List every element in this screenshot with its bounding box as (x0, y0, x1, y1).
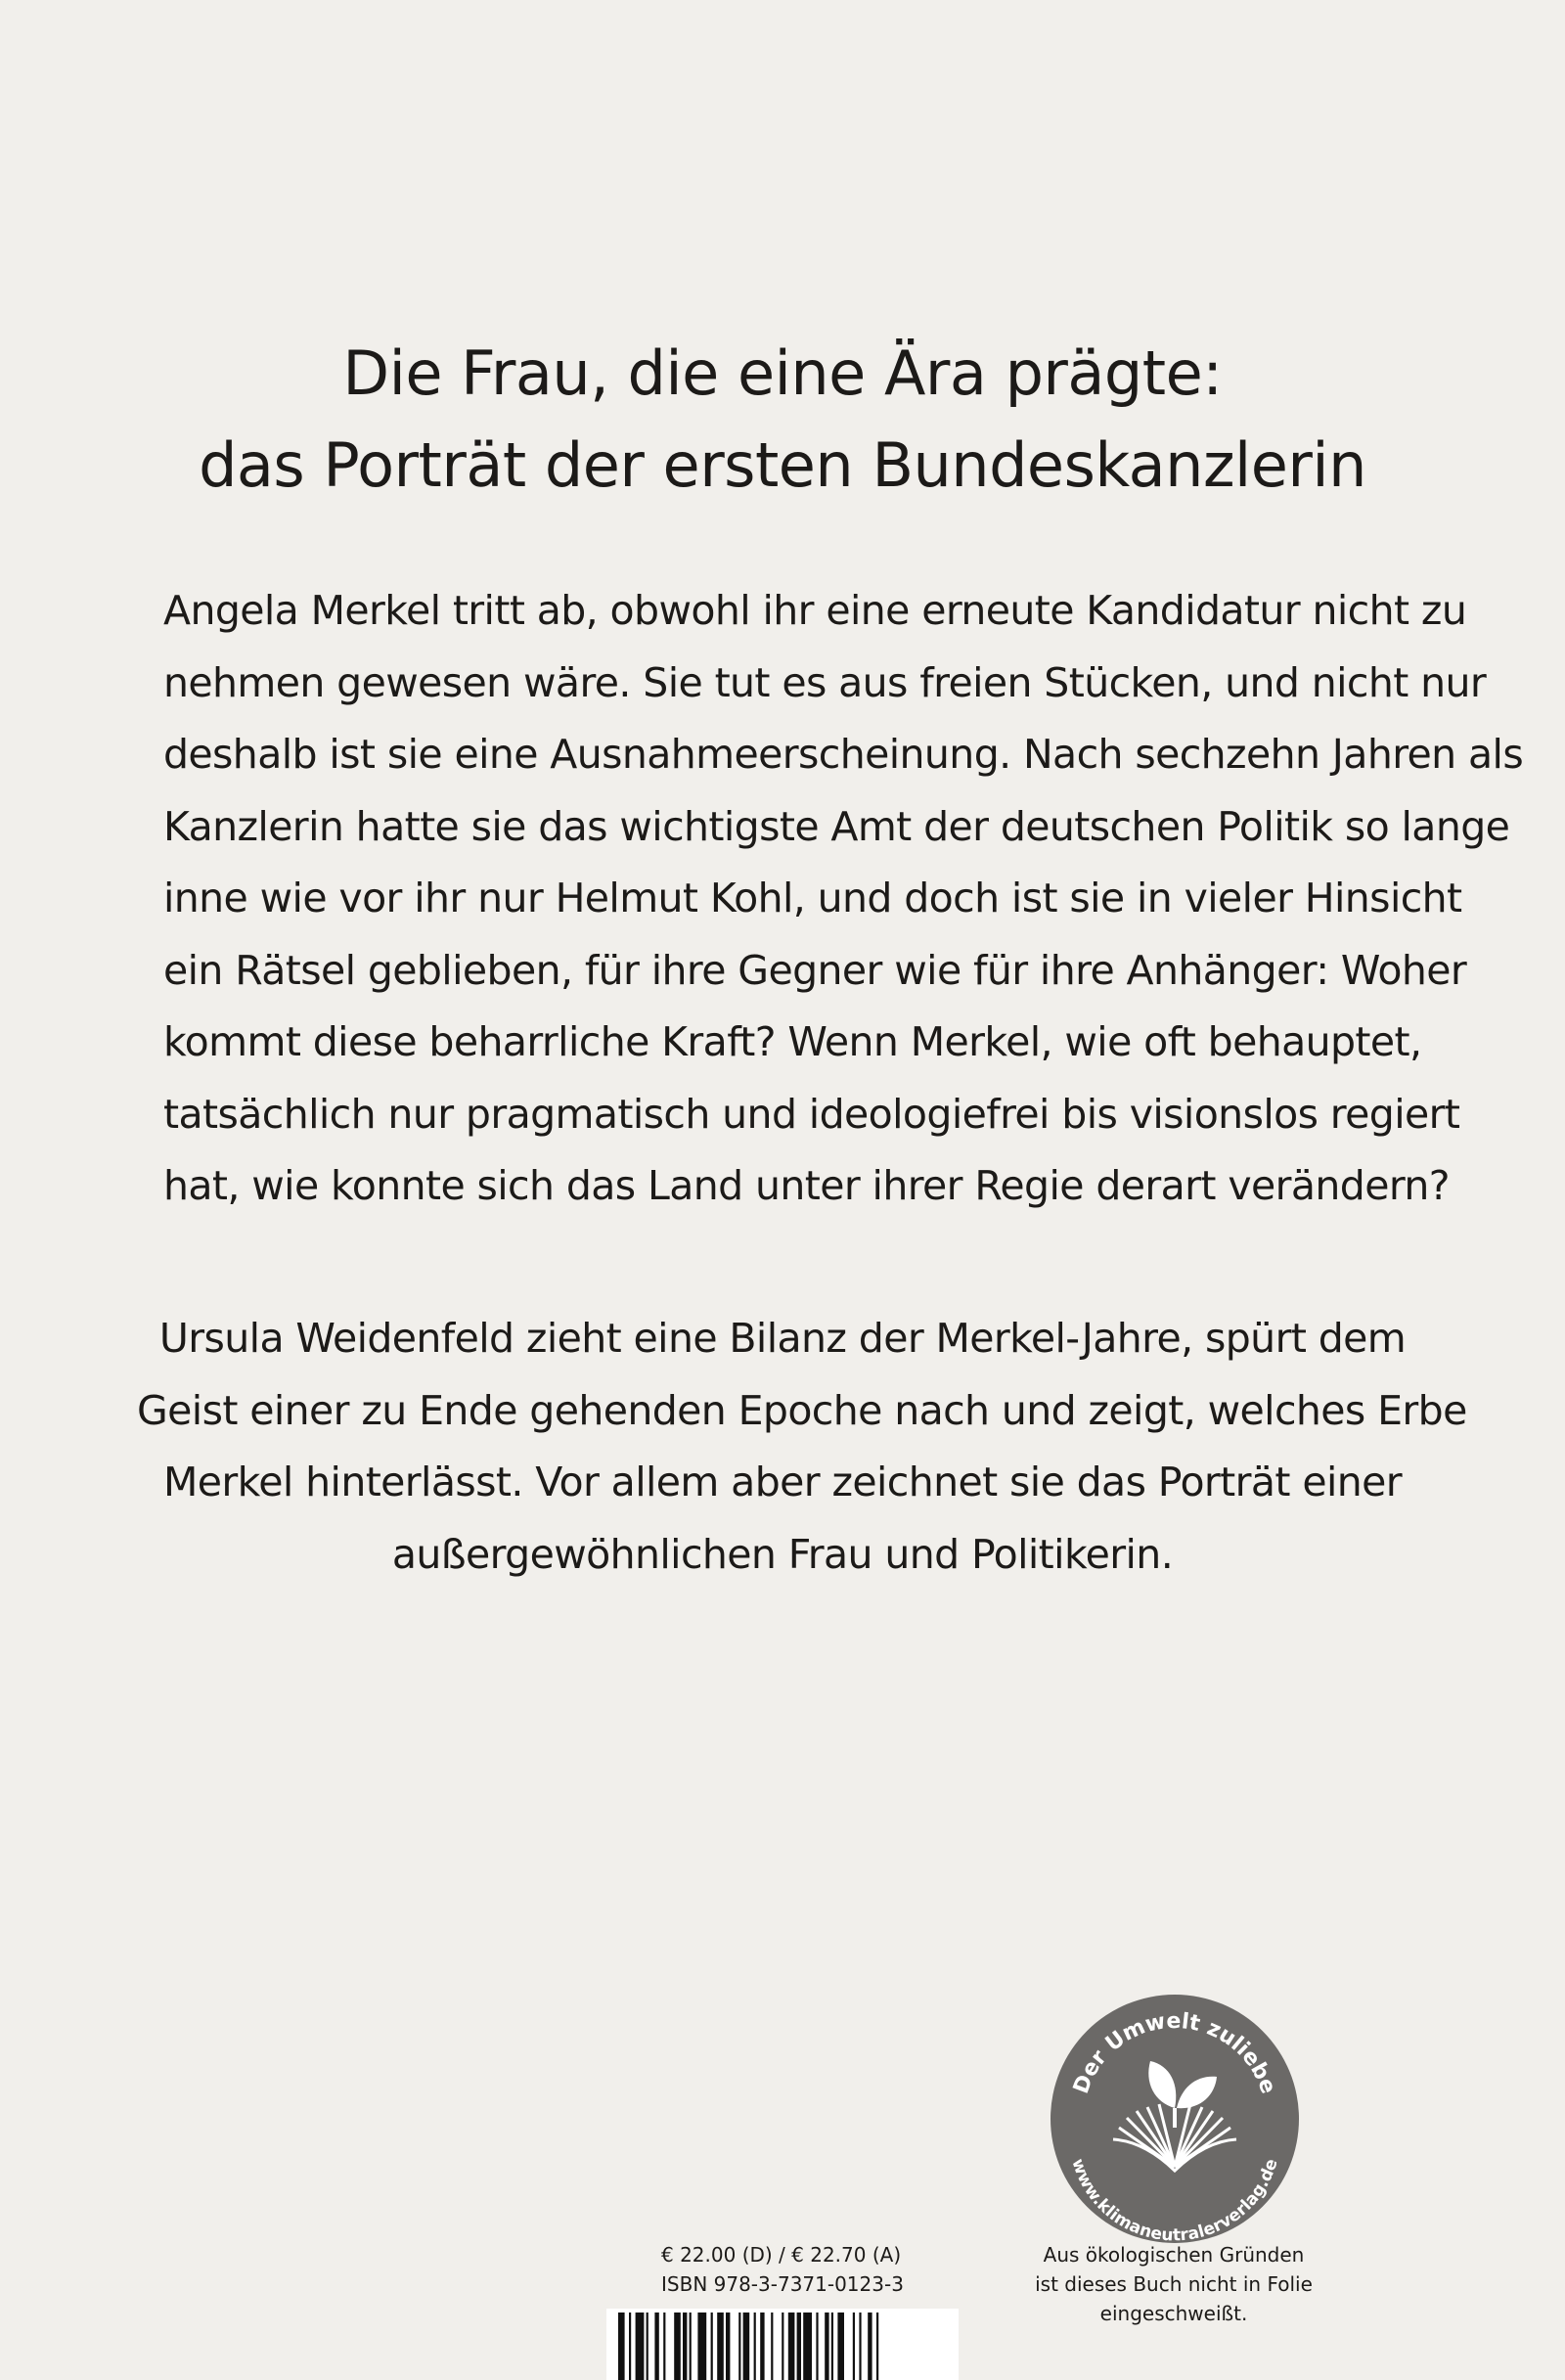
barcode-bar (803, 2313, 812, 2380)
eco-badge-seal (1049, 1993, 1301, 2245)
price-label: € 22.00 (D) / € 22.70 (A) (661, 2243, 902, 2267)
barcode-bar (825, 2313, 828, 2380)
barcode-bar (697, 2313, 706, 2380)
blurb-line: tatsächlich nur pragmatisch und ideologiefrei bis visionslos regiert (163, 1090, 1460, 1138)
barcode-bar (760, 2313, 764, 2380)
barcode-bar (674, 2313, 681, 2380)
barcode-bar (629, 2313, 631, 2380)
headline (0, 328, 1565, 512)
summary-line: Ursula Weidenfeld zieht eine Bilanz der Merkel-Jahre, spürt dem (158, 1315, 1407, 1362)
eco-caption-line: eingeschweißt. (1099, 2302, 1248, 2325)
eco-badge-top-text: Der Umwelt zuliebe (1069, 2008, 1280, 2097)
barcode-bar (754, 2313, 756, 2380)
blurb-line: Angela Merkel tritt ab, obwohl ihr eine erneute Kandidatur nicht zu (163, 587, 1467, 634)
barcode-area (606, 2240, 959, 2380)
barcode-bar (853, 2313, 855, 2380)
eco-caption-line: ist dieses Buch nicht in Folie (1035, 2272, 1313, 2296)
barcode-bar (647, 2313, 648, 2380)
summary-line: Merkel hinterlässt. Vor allem aber zeichnet sie das Porträt einer (162, 1459, 1403, 1505)
headline-line-2: das Porträt der ersten Bundeskanzlerin (199, 429, 1366, 501)
barcode-bar (743, 2313, 750, 2380)
summary-line: Geist einer zu Ende gehenden Epoche nach und zeigt, welches Erbe (137, 1386, 1467, 1434)
barcode-bar (876, 2313, 878, 2380)
blurb-line: ein Rätsel geblieben, für ihre Gegner wie für ihre Anhänger: Woher (163, 946, 1467, 994)
barcode-bar (636, 2313, 645, 2380)
barcode-bar (797, 2313, 801, 2380)
barcode-bar (837, 2313, 844, 2380)
blurb-line: Kanzlerin hatte sie das wichtigste Amt der deutschen Politik so lange (163, 802, 1510, 850)
barcode-bar (618, 2313, 625, 2380)
blurb-line: nehmen gewesen wäre. Sie tut es aus freien Stücken, und nicht nur (163, 658, 1487, 706)
eco-badge-bottom-text: www.klimaneutralerverlag.de (1067, 2156, 1282, 2245)
eco-badge (1049, 1993, 1301, 2245)
barcode-bar (711, 2313, 713, 2380)
blurb-line: kommt diese beharrliche Kraft? Wenn Merkel, wie oft behauptet, (163, 1018, 1422, 1065)
barcode-bar (726, 2313, 730, 2380)
blurb-line: hat, wie konnte sich das Land unter ihrer Regie derart verändern? (163, 1162, 1450, 1209)
barcode-bar (859, 2313, 861, 2380)
barcode-bar (654, 2313, 658, 2380)
barcode-bar (831, 2313, 833, 2380)
barcode-bar (663, 2313, 665, 2380)
barcode-bar (868, 2313, 872, 2380)
summary-paragraph (137, 1303, 1467, 1591)
barcode-bar (816, 2313, 818, 2380)
barcode-bar (788, 2313, 795, 2380)
barcode-bar (683, 2313, 687, 2380)
blurb-line: inne wie vor ihr nur Helmut Kohl, und doch ist sie in vieler Hinsicht (163, 875, 1462, 921)
summary-line: außergewöhnlichen Frau und Politikerin. (391, 1530, 1174, 1578)
barcode-bar (771, 2313, 773, 2380)
barcode (606, 2309, 959, 2380)
blurb-paragraph (163, 575, 1524, 1223)
eco-caption-line: Aus ökologischen Gründen (1043, 2243, 1305, 2267)
barcode-bar (738, 2313, 740, 2380)
barcode-bar (717, 2313, 724, 2380)
eco-caption (1007, 2240, 1340, 2328)
headline-line-1: Die Frau, die eine Ära prägte: (342, 337, 1223, 409)
barcode-graphic (606, 2309, 959, 2380)
barcode-bar (690, 2313, 692, 2380)
barcode-bar (782, 2313, 783, 2380)
blurb-line: deshalb ist sie eine Ausnahmeerscheinung. Nach sechzehn Jahren als (163, 731, 1524, 778)
isbn-label: ISBN 978-3-7371-0123-3 (661, 2272, 904, 2296)
